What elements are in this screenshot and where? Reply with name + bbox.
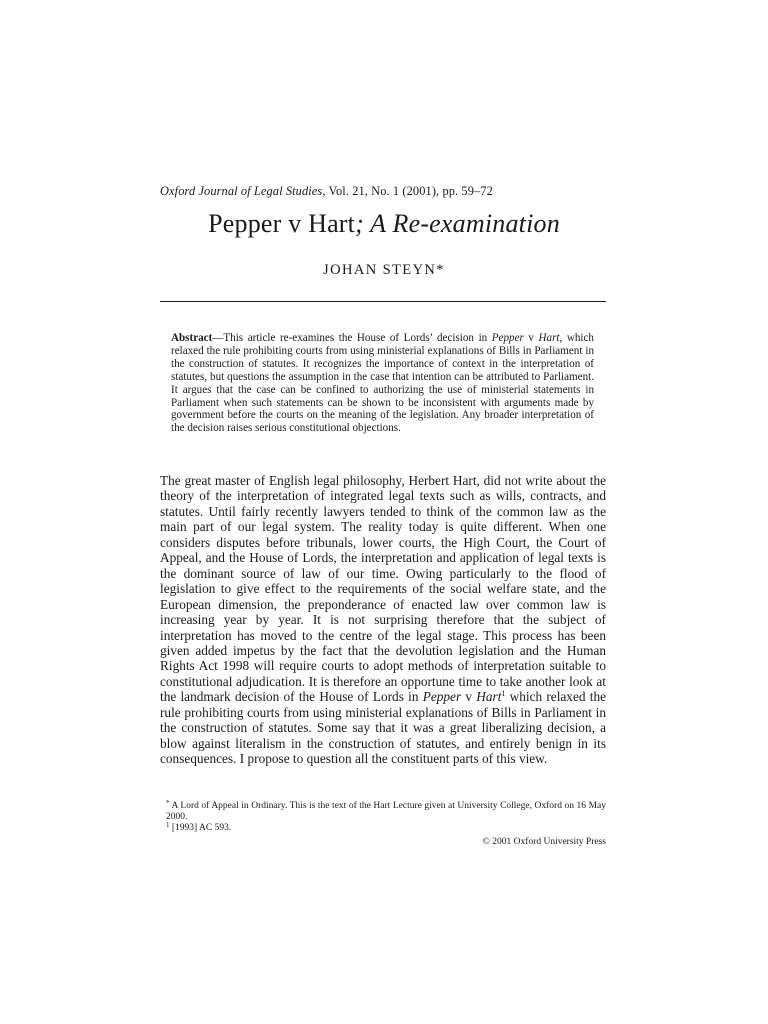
journal-volume-pages: , Vol. 21, No. 1 (2001), pp. 59–72 <box>322 184 493 198</box>
footnote-text: [1993] AC 593. <box>171 823 232 833</box>
body-case-v: v <box>461 689 477 705</box>
article-title <box>0 209 768 239</box>
copyright-notice: © 2001 Oxford University Press <box>482 837 606 847</box>
footnote-author <box>160 801 606 823</box>
journal-name: Oxford Journal of Legal Studies <box>160 184 323 198</box>
header-divider <box>160 301 606 302</box>
footnote-marker: 1 <box>166 821 170 829</box>
abstract <box>171 332 594 435</box>
abstract-text-start: —This article re-examines the House of Lords’ decision in <box>212 332 492 344</box>
footnote-marker: * <box>166 799 170 807</box>
journal-citation <box>160 184 493 199</box>
author-name: JOHAN STEYN* <box>323 262 445 278</box>
abstract-label: Abstract <box>171 332 213 344</box>
body-paragraph <box>160 473 606 767</box>
abstract-case-v: v <box>523 332 539 344</box>
body-text-end: which relaxed the rule prohibiting courts from using ministerial explanations of Bills in Parliament in the construction of statutes. Some say that it was a great liberalizing decision, a blow against literalism in the construction of statutes, and entirely benign in its consequences. I propose to question all the constituent parts of this view. <box>160 689 606 767</box>
body-text-start: The great master of English legal philosophy, Herbert Hart, did not write about the theory of the interpretation of integrated legal texts such as wills, contracts, and statutes. Until fairly recently lawyers tended to think of the common law as the main part of our legal system. The reality today is quite different. When one considers disputes before tribunals, lower courts, the High Court, the Court of Appeal, and the House of Lords, the interpretation and application of legal texts is the dominant source of law of our time. Owing particularly to the flood of legislation to give effect to the requirements of the social welfare state, and the European dimension, the preponderance of enacted law over common law is increasing year by year. It is not surprising therefore that the subject of interpretation has moved to the centre of the legal stage. This process has been given added impetus by the fact that the devolution legislation and the Human Rights Act 1998 will require courts to adopt methods of interpretation suitable to constitutional adjudication. It is therefore an opportune time to take another look at the landmark decision of the House of Lords in <box>160 473 606 705</box>
abstract-case-hart: Hart <box>538 332 560 344</box>
abstract-text-end: , which relaxed the rule prohibiting courts from using ministerial explanations of Bills in Parliament in the construction of statutes. It recognizes the importance of context in the interpretation of statutes, but questions the assumption in the case that intention can be attributed to Parliament. It argues that the case can be confined to authorizing the use of ministerial statements in Parliament when such statements can be shown to be inconsistent with arguments made by government before the courts on the meaning of the legislation. Any broader interpretation of the decision raises serious constitutional objections. <box>171 332 594 435</box>
abstract-case-pepper: Pepper <box>491 332 524 344</box>
footnote-1 <box>160 823 606 834</box>
body-case-hart: Hart <box>476 689 502 705</box>
body-case-pepper: Pepper <box>422 689 462 705</box>
footnote-text: A Lord of Appeal in Ordinary. This is the text of the Hart Lecture given at University College, Oxford on 16 May 2000. <box>166 801 606 822</box>
title-case-name: Pepper v Hart <box>208 209 356 238</box>
footnote-reference[interactable]: 1 <box>501 689 506 699</box>
title-subtitle: ; A Re-examination <box>355 209 560 238</box>
footnotes <box>160 801 606 834</box>
